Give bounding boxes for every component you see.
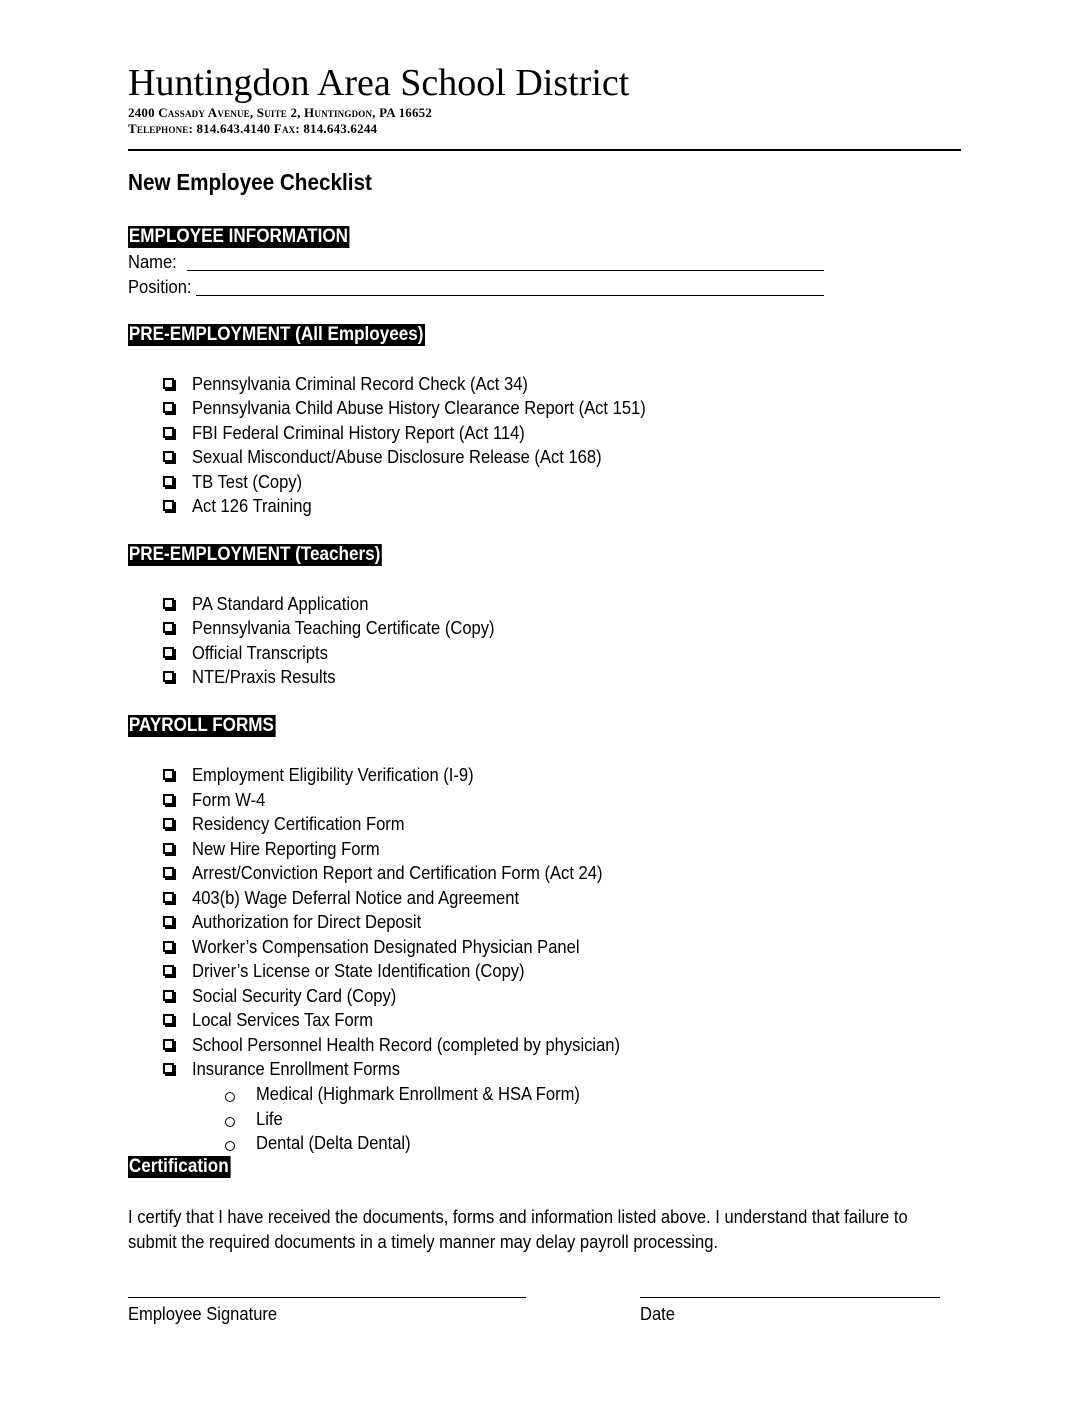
checklist-item-label: PA Standard Application <box>192 594 369 614</box>
section-heading-pre-employment-all: PRE-EMPLOYMENT (All Employees) <box>128 324 424 345</box>
checklist-item-label: School Personnel Health Record (completed by physician) <box>192 1035 621 1055</box>
letterhead-divider <box>128 149 961 151</box>
date-field[interactable] <box>640 1297 940 1298</box>
checkbox-icon[interactable] <box>163 794 174 805</box>
checkbox-icon[interactable] <box>163 378 174 389</box>
section-heading-employee-information: EMPLOYEE INFORMATION <box>128 226 349 247</box>
checkbox-icon[interactable] <box>163 941 174 952</box>
checkbox-icon[interactable] <box>163 916 174 927</box>
checkbox-icon[interactable] <box>163 867 174 878</box>
checkbox-icon[interactable] <box>163 622 174 633</box>
name-label: Name: <box>128 252 177 272</box>
checklist-item-label: Pennsylvania Teaching Certificate (Copy) <box>192 618 495 638</box>
checklist-item-label: FBI Federal Criminal History Report (Act 114) <box>192 423 525 443</box>
checkbox-icon[interactable] <box>163 965 174 976</box>
checkbox-icon[interactable] <box>163 647 174 658</box>
hollow-circle-bullet-icon <box>225 1141 235 1151</box>
date-label: Date <box>640 1304 675 1324</box>
checkbox-icon[interactable] <box>163 427 174 438</box>
checkbox-icon[interactable] <box>163 1039 174 1050</box>
document-title: New Employee Checklist <box>128 169 372 195</box>
checklist-item-label: Authorization for Direct Deposit <box>192 912 422 932</box>
employee-signature-label: Employee Signature <box>128 1304 278 1324</box>
checklist-item-label: Local Services Tax Form <box>192 1010 373 1030</box>
section-heading-certification: Certification <box>128 1156 229 1177</box>
position-label: Position: <box>128 277 192 297</box>
checkbox-icon[interactable] <box>163 990 174 1001</box>
section-heading-pre-employment-teachers: PRE-EMPLOYMENT (Teachers) <box>128 544 381 565</box>
district-name: Huntingdon Area School District <box>128 62 630 104</box>
certification-statement-line-2: submit the required documents in a timely manner may delay payroll processing. <box>128 1232 719 1252</box>
checkbox-icon[interactable] <box>163 402 174 413</box>
checklist-item-label: Driver’s License or State Identification (Copy) <box>192 961 525 981</box>
insurance-subitem-label: Life <box>256 1109 283 1129</box>
checklist-item-label: Sexual Misconduct/Abuse Disclosure Release (Act 168) <box>192 447 602 467</box>
checklist-item-label: Pennsylvania Child Abuse History Clearance Report (Act 151) <box>192 398 646 418</box>
district-phone-fax: Telephone: 814.643.4140 Fax: 814.643.6244 <box>128 121 378 136</box>
checkbox-icon[interactable] <box>163 500 174 511</box>
checklist-item-label: 403(b) Wage Deferral Notice and Agreement <box>192 888 520 908</box>
hollow-circle-bullet-icon <box>225 1092 235 1102</box>
name-field[interactable] <box>187 270 824 271</box>
position-field[interactable] <box>196 295 824 296</box>
certification-statement-line-1: I certify that I have received the documents, forms and information listed above. I understand that failure to <box>128 1207 908 1227</box>
insurance-subitem-label: Dental (Delta Dental) <box>256 1133 411 1153</box>
checklist-item-label: Employment Eligibility Verification (I-9) <box>192 765 474 785</box>
checklist-item-label: Official Transcripts <box>192 643 328 663</box>
employee-signature-field[interactable] <box>128 1297 526 1298</box>
district-address: 2400 Cassady Avenue, Suite 2, Huntingdon, PA 16652 <box>128 105 433 120</box>
checkbox-icon[interactable] <box>163 769 174 780</box>
section-heading-payroll-forms: PAYROLL FORMS <box>128 715 274 736</box>
checklist-item-label: Arrest/Conviction Report and Certification Form (Act 24) <box>192 863 603 883</box>
checkbox-icon[interactable] <box>163 1014 174 1025</box>
checkbox-icon[interactable] <box>163 671 174 682</box>
checklist-item-label: Insurance Enrollment Forms <box>192 1059 401 1079</box>
checkbox-icon[interactable] <box>163 1063 174 1074</box>
checkbox-icon[interactable] <box>163 476 174 487</box>
checkbox-icon[interactable] <box>163 818 174 829</box>
checkbox-icon[interactable] <box>163 598 174 609</box>
checkbox-icon[interactable] <box>163 892 174 903</box>
checklist-item-label: Form W-4 <box>192 790 266 810</box>
checklist-item-label: NTE/Praxis Results <box>192 667 336 687</box>
checklist-item-label: Act 126 Training <box>192 496 312 516</box>
checklist-item-label: Pennsylvania Criminal Record Check (Act 34) <box>192 374 528 394</box>
checklist-item-label: Worker’s Compensation Designated Physician Panel <box>192 937 580 957</box>
checkbox-icon[interactable] <box>163 843 174 854</box>
checklist-item-label: TB Test (Copy) <box>192 472 303 492</box>
checklist-item-label: Residency Certification Form <box>192 814 405 834</box>
hollow-circle-bullet-icon <box>225 1117 235 1127</box>
checklist-item-label: New Hire Reporting Form <box>192 839 380 859</box>
checkbox-icon[interactable] <box>163 451 174 462</box>
insurance-subitem-label: Medical (Highmark Enrollment & HSA Form) <box>256 1084 580 1104</box>
checklist-item-label: Social Security Card (Copy) <box>192 986 397 1006</box>
